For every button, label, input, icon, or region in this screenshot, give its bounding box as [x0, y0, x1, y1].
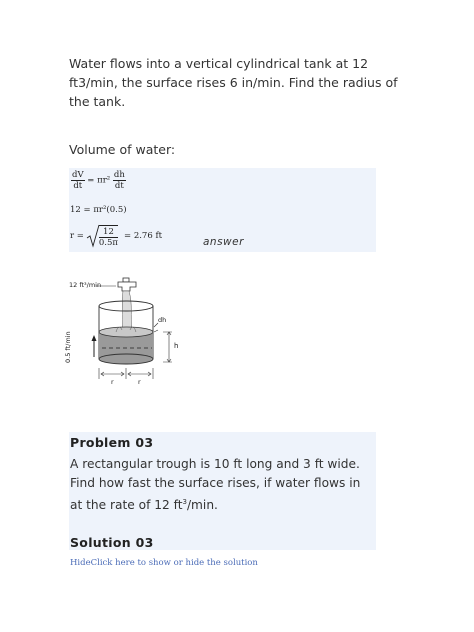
fraction-numerator: dV: [72, 170, 84, 180]
height-label: h: [174, 342, 179, 350]
sqrt-sign-icon: [86, 224, 100, 248]
fraction-12-over-half-pi: [99, 225, 118, 248]
dh-label: dh: [158, 316, 167, 324]
tank-figure: [66, 275, 196, 390]
problem-statement: Water flows into a vertical cylindrical tank at 12 ft3/min, the surface rises 6 in/min. Find the radius of the tank.: [69, 56, 398, 109]
flow-rate-label: 12 ft³/min: [69, 281, 102, 289]
radius-label-right: r: [138, 378, 141, 386]
problem-text-superscript: 3: [182, 498, 187, 506]
equation-middle: = πr²: [87, 175, 111, 186]
answer-label: answer: [203, 236, 244, 248]
toggle-solution-link[interactable]: HideClick here to show or hide the solution: [70, 558, 258, 568]
radius-label-left: r: [111, 378, 114, 386]
problem-text-main: A rectangular trough is 10 ft long and 3 ft wide. Find how fast the surface rises, if water flows in at the rate of 12 ft: [70, 457, 361, 513]
fraction-dh-dt: [113, 170, 126, 191]
problem-title: Problem 03: [70, 435, 154, 450]
volume-heading: Volume of water:: [69, 142, 176, 157]
fraction-denominator: 0.5π: [98, 237, 118, 248]
solution-title: Solution 03: [70, 535, 154, 550]
fraction-denominator: dt: [114, 181, 124, 191]
fraction-dv-dt: [71, 170, 85, 191]
equation-substitution: 12 = πr²(0.5): [70, 205, 127, 215]
equation-radius: [70, 224, 162, 248]
problem-text: [70, 455, 376, 515]
rise-rate-label: 0.5 ft/min: [64, 331, 72, 363]
fraction-numerator: 12: [99, 227, 118, 238]
equation-rate: [71, 170, 126, 191]
tank-illustration: [66, 275, 196, 390]
fraction-numerator: dh: [113, 170, 125, 180]
fraction-denominator: dt: [73, 181, 83, 191]
problem-text-end: /min.: [186, 498, 218, 513]
equation-radius-lhs: r =: [70, 231, 84, 241]
equation-radius-result: = 2.76 ft: [124, 231, 163, 241]
